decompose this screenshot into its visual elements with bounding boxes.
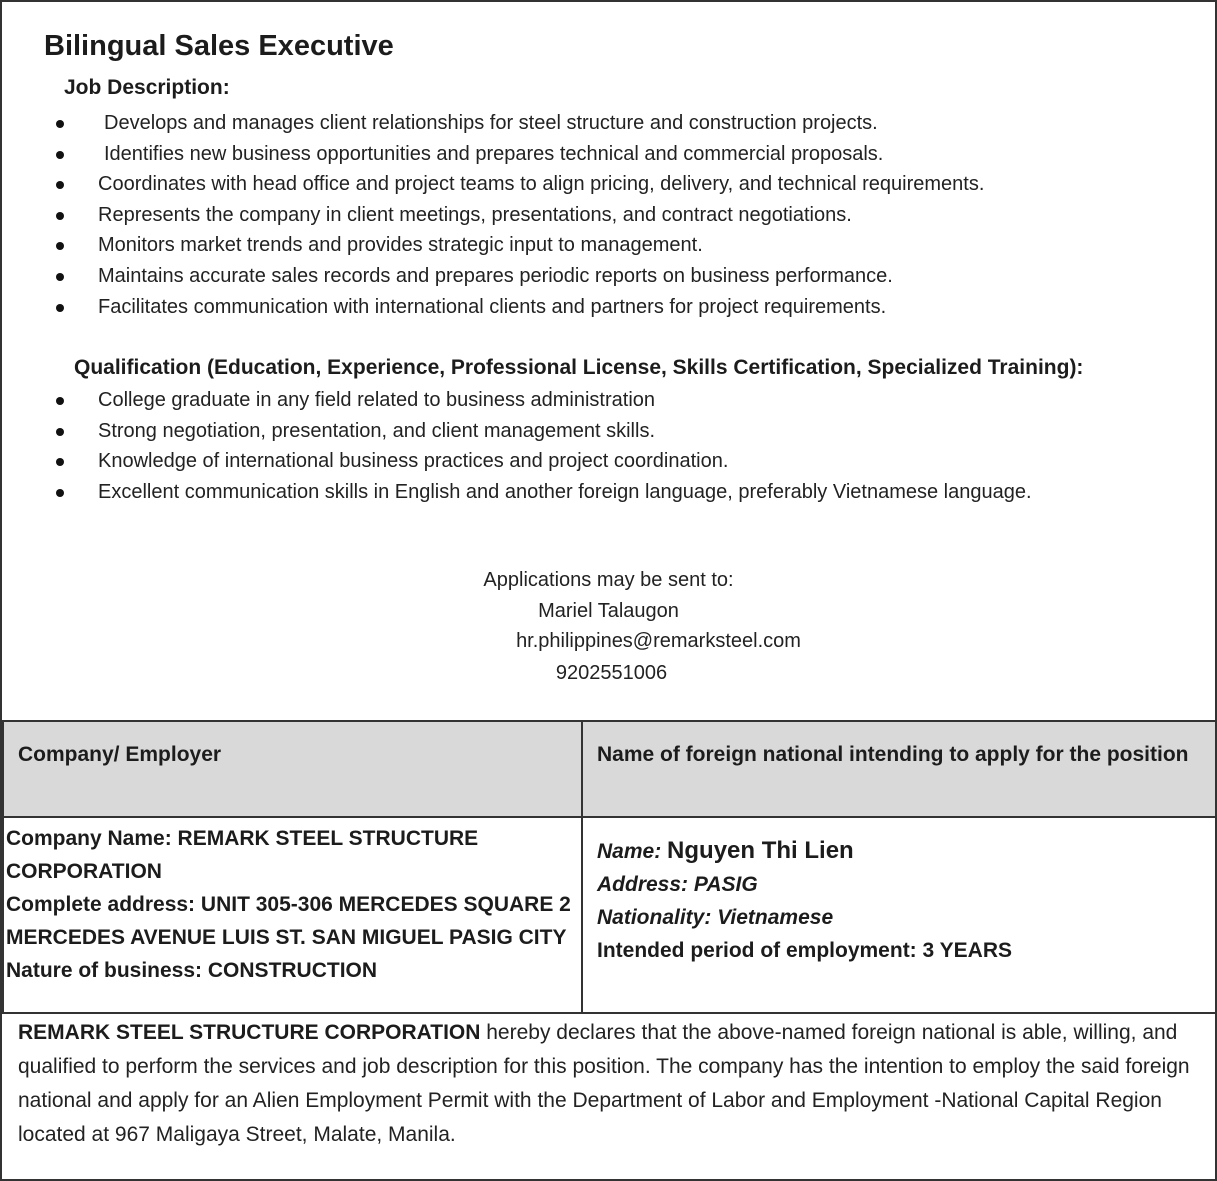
company-employer-header: Company/ Employer bbox=[3, 721, 582, 817]
contact-name: Mariel Talaugon bbox=[538, 600, 679, 622]
bullet-icon bbox=[56, 304, 64, 312]
bullet-icon bbox=[56, 397, 64, 405]
declaration-text: hereby declares that the above-named foreign national is able, willing, and qualified to perform the services and job description for this position. The company has the intention to employ the said foreign national and apply for an Alien Employment Permit with the Department of Labor and Employment -National Capital Region located at 967 Maligaya Street, Malate, Manila. bbox=[18, 1021, 1190, 1146]
declaration-company: REMARK STEEL STRUCTURE CORPORATION bbox=[18, 1021, 481, 1044]
fn-nationality-label: Nationality: bbox=[597, 906, 712, 929]
fn-name: Nguyen Thi Lien bbox=[667, 837, 854, 864]
job-title: Bilingual Sales Executive bbox=[44, 30, 394, 62]
fn-address: PASIG bbox=[693, 873, 758, 896]
bullet-icon bbox=[56, 151, 64, 159]
nature-label: Nature of business: bbox=[6, 959, 203, 982]
declaration-paragraph bbox=[18, 1016, 1208, 1152]
bullet-icon bbox=[56, 428, 64, 436]
foreign-national-details-cell bbox=[582, 817, 1216, 1013]
bullet-icon bbox=[56, 273, 64, 281]
job-posting-page: Bilingual Sales Executive Job Description: Develops and manages client relationships for steel structure and construction projects. Identifies new business opportunities and prepares technical and commercial proposals. Coordinates with head office and project teams to align pricing, delivery, and technical requirements. Represents the company in client meetings, presentations, and contract negotiations. Monitors market trends and provides strategic input to management. Maintains accurate sales records and prepares periodic reports on business performance. Facilitates communication with international clients and partners for project requirements. Qualification (Education, Experience, Professional License, Skills Certification, Specialized Training): College graduate in any field related to business administration Strong negotiation, presentation, and client management skills. Knowledge of international business practices and project coordination. Excellent communication skills in English and another foreign language, preferably Vietnamese language. Applications may be sent to: Mariel Talaugon hr.philippines@remarksteel.com 9202551006 Company/ Employer Name of foreign national intending to apply for the position Company Name: REMARK STEEL STRUCTURE CORPORATION Complete address: UNIT 305-306 MERCEDES SQUARE 2 MERCEDES AVENUE LUIS ST. SAN MIGUEL PASIG CITY Nature of business: CONSTRUCTION Name: Nguyen Thi Lien Address: PASIG Nationality: Vietnamese Intended period of employment: 3 YEARS REMARK STEEL STRUCTURE CORPORATION hereby declares that the above-named foreign national is able, willing, and qualified to perform the services and job description for this position. The company has the intention to employ the said foreign national and apply for an Alien Employment Permit with the Department of Labor and Employment -National Capital Region located at 967 Maligaya Street, Malate, Manila. bbox=[0, 0, 1217, 1181]
job-description-heading: Job Description: bbox=[64, 76, 230, 99]
fn-period: 3 YEARS bbox=[922, 939, 1013, 962]
address-label: Complete address: bbox=[6, 893, 196, 916]
qualification-heading: Qualification (Education, Experience, Professional License, Skills Certification, Specialized Training): bbox=[74, 356, 1084, 379]
bullet-icon bbox=[56, 120, 64, 128]
bullet-icon bbox=[56, 242, 64, 250]
nature-of-business: CONSTRUCTION bbox=[207, 959, 378, 982]
contact-phone: 9202551006 bbox=[555, 662, 668, 684]
employer-foreign-national-table bbox=[2, 720, 1217, 1014]
company-name: REMARK STEEL STRUCTURE CORPORATION bbox=[6, 827, 479, 883]
company-name-label: Company Name: bbox=[6, 827, 172, 850]
bullet-icon bbox=[56, 181, 64, 189]
bullet-icon bbox=[56, 458, 64, 466]
foreign-national-header: Name of foreign national intending to apply for the position bbox=[582, 721, 1216, 817]
fn-period-label: Intended period of employment: bbox=[597, 939, 917, 962]
bullet-icon bbox=[56, 489, 64, 497]
fn-name-label: Name: bbox=[597, 840, 662, 863]
fn-address-label: Address: bbox=[597, 873, 689, 896]
fn-nationality: Vietnamese bbox=[717, 906, 834, 929]
company-details-cell bbox=[3, 817, 582, 1013]
applications-heading: Applications may be sent to: bbox=[483, 569, 734, 591]
bullet-icon bbox=[56, 212, 64, 220]
company-address: UNIT 305-306 MERCEDES SQUARE 2 MERCEDES AVENUE LUIS ST. SAN MIGUEL PASIG CITY bbox=[6, 893, 571, 949]
contact-email[interactable]: hr.philippines@remarksteel.com bbox=[516, 630, 801, 652]
